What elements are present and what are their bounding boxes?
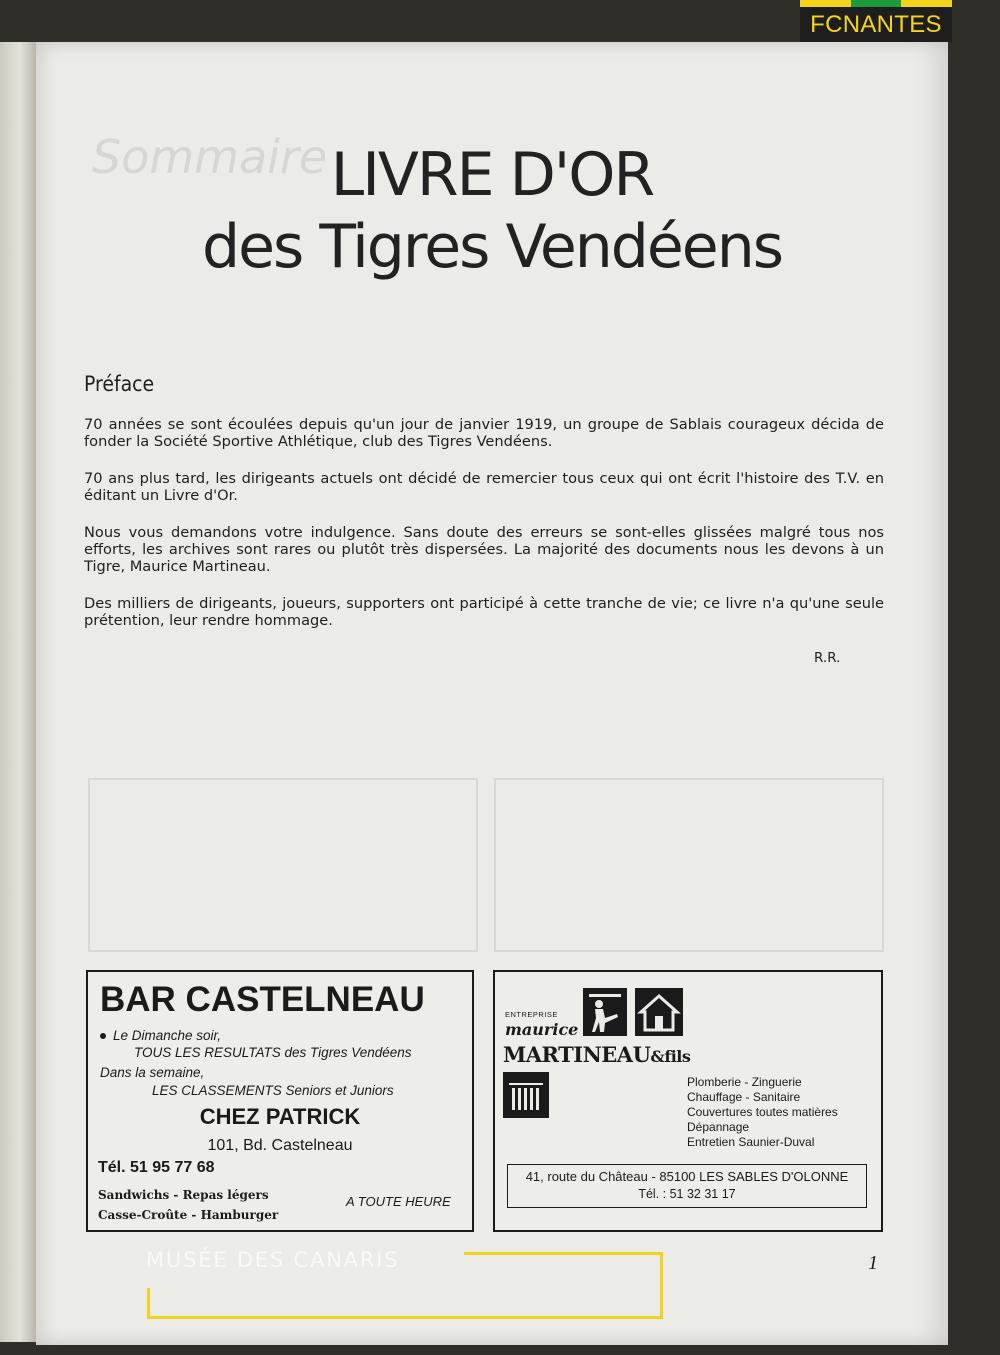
bar-ad-line	[100, 1028, 221, 1043]
martineau-services	[687, 1075, 838, 1150]
bullet-icon	[100, 1033, 106, 1039]
preface-heading: Préface	[84, 372, 155, 396]
watermark-frame	[660, 1252, 663, 1318]
service-item: Plomberie - Zinguerie	[687, 1075, 802, 1089]
service-item: Couvertures toutes matières	[687, 1105, 838, 1119]
document-page	[36, 42, 948, 1345]
badge-color-stripe	[800, 0, 952, 7]
plumber-figure-icon	[583, 988, 627, 1036]
show-through-box	[88, 778, 478, 952]
preface-paragraph-4: Des milliers de dirigeants, joueurs, supporters ont participé à cette tranche de vie; ce livre n'a qu'une seule prétention, leur rendre hommage.	[84, 595, 884, 629]
bar-ad-chez: CHEZ PATRICK	[199, 1104, 361, 1129]
bar-ad-menu-1: Sandwichs - Repas légers	[98, 1188, 269, 1202]
bar-ad-hours: A TOUTE HEURE	[346, 1194, 451, 1209]
badge-text: FCNANTES	[810, 11, 942, 38]
bar-ad-week: Dans la semaine,	[100, 1065, 205, 1080]
museum-watermark: MUSÉE DES CANARIS	[146, 1248, 400, 1272]
martineau-address: 41, route du Château - 85100 LES SABLES D'OLONNE	[525, 1169, 849, 1184]
service-item: Dépannage	[687, 1120, 750, 1134]
martineau-suffix: &fils	[650, 1047, 691, 1066]
watermark-frame	[147, 1288, 150, 1319]
service-item: Entretien Saunier-Duval	[687, 1135, 815, 1149]
watermark-frame	[147, 1316, 663, 1319]
martineau-address-box	[507, 1164, 867, 1208]
left-page-edge	[0, 42, 38, 1342]
preface-paragraph-1: 70 années se sont écoulées depuis qu'un jour de janvier 1919, un groupe de Sablais courageux décida de fonder la Société Sportive Athlétique, club des Tigres Vendéens.	[84, 416, 884, 450]
house-icon	[635, 988, 683, 1036]
martineau-surname-text: MARTINEAU	[503, 1042, 651, 1067]
preface-paragraph-2: 70 ans plus tard, les dirigeants actuels ont décidé de remercier tous ceux qui ont écrit l'histoire des T.V. en éditant un Livre d'Or.	[84, 470, 884, 504]
bar-ad-results: TOUS LES RESULTATS des Tigres Vendéens	[134, 1045, 412, 1060]
title-line-1: LIVRE D'OR	[330, 140, 654, 210]
martineau-first-name: maurice	[505, 1020, 579, 1039]
martineau-ad	[493, 970, 883, 1232]
preface-paragraph-3: Nous vous demandons votre indulgence. Sans doute des erreurs se sont-elles glissées malgré tous nos efforts, les archives sont rares ou plutôt très dispersées. La majorité des documents nous les devons à un Tigre, Maurice Martineau.	[84, 524, 884, 575]
martineau-phone: Tél. : 51 32 31 17	[638, 1187, 736, 1201]
bar-ad-phone: Tél. 51 95 77 68	[98, 1159, 215, 1176]
martineau-entreprise-label: ENTREPRISE	[505, 1010, 558, 1019]
watermark-frame	[464, 1252, 662, 1255]
bar-ad-menu-2: Casse-Croûte - Hamburger	[98, 1208, 279, 1222]
bar-ad-sunday: Le Dimanche soir,	[113, 1028, 222, 1043]
bar-ad-title: BAR CASTELNEAU	[100, 980, 425, 1019]
page-number: 1	[868, 1252, 878, 1274]
show-through-text: Sommaire	[92, 130, 328, 184]
bar-castelneau-ad	[86, 970, 474, 1232]
preface-signature: R.R.	[814, 650, 841, 666]
martineau-surname	[503, 1042, 690, 1067]
show-through-box	[494, 778, 884, 952]
fcnantes-badge	[800, 0, 952, 42]
title-line-2: des Tigres Vendéens	[201, 212, 783, 282]
bar-ad-address: 101, Bd. Castelneau	[207, 1137, 353, 1154]
bar-ad-rankings: LES CLASSEMENTS Seniors et Juniors	[152, 1083, 394, 1098]
radiator-icon	[503, 1072, 549, 1118]
service-item: Chauffage - Sanitaire	[687, 1090, 801, 1104]
